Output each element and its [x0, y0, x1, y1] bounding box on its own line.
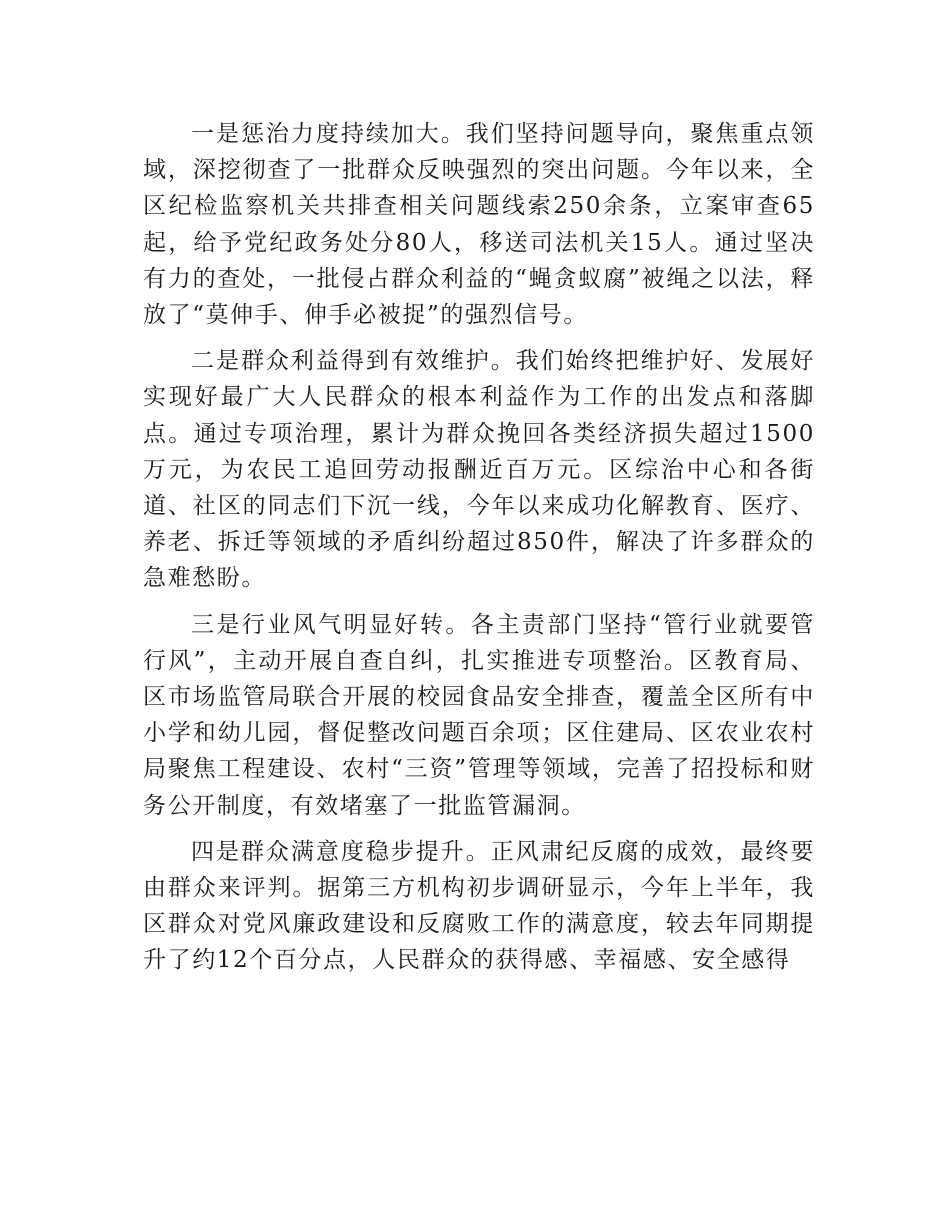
paragraph-punishment: 一是惩治力度持续加大。我们坚持问题导向，聚焦重点领域，深挖彻查了一批群众反映强烈的突出问题。今年以来，全区纪检监察机关共排查相关问题线索250余条，立案审查65起，给予党纪政务处分80人，移送司法机关15人。通过坚决有力的查处，一批侵占群众利益的“蝇贪蚁腐”被绳之以法，释放了“莫伸手、伸手必被捉”的强烈信号。 [143, 121, 815, 329]
paragraph-industry: 三是行业风气明显好转。各主责部门坚持“管行业就要管行风”，主动开展自查自纠，扎实推进专项整治。区教育局、区市场监管局联合开展的校园食品安全排查，覆盖全区所有中小学和幼儿园，督促整改问题百余项；区住建局、区农业农村局聚焦工程建设、农村“三资”管理等领域，完善了招投标和财务公开制度，有效堵塞了一批监管漏洞。 [143, 611, 815, 819]
document-body [143, 116, 815, 989]
paragraph-satisfaction: 四是群众满意度稳步提升。正风肃纪反腐的成效，最终要由群众来评判。据第三方机构初步调研显示，今年上半年，我区群众对党风廉政建设和反腐败工作的满意度，较去年同期提升了约12个百分点，人民群众的获得感、幸福感、安全感得 [143, 838, 815, 974]
paragraph-interests: 二是群众利益得到有效维护。我们始终把维护好、发展好实现好最广大人民群众的根本利益作为工作的出发点和落脚点。通过专项治理，累计为群众挽回各类经济损失超过1500万元，为农民工追回劳动报酬近百万元。区综治中心和各街道、社区的同志们下沉一线，今年以来成功化解教育、医疗、养老、拆迁等领域的矛盾纠纷超过850件，解决了许多群众的急难愁盼。 [143, 348, 815, 592]
